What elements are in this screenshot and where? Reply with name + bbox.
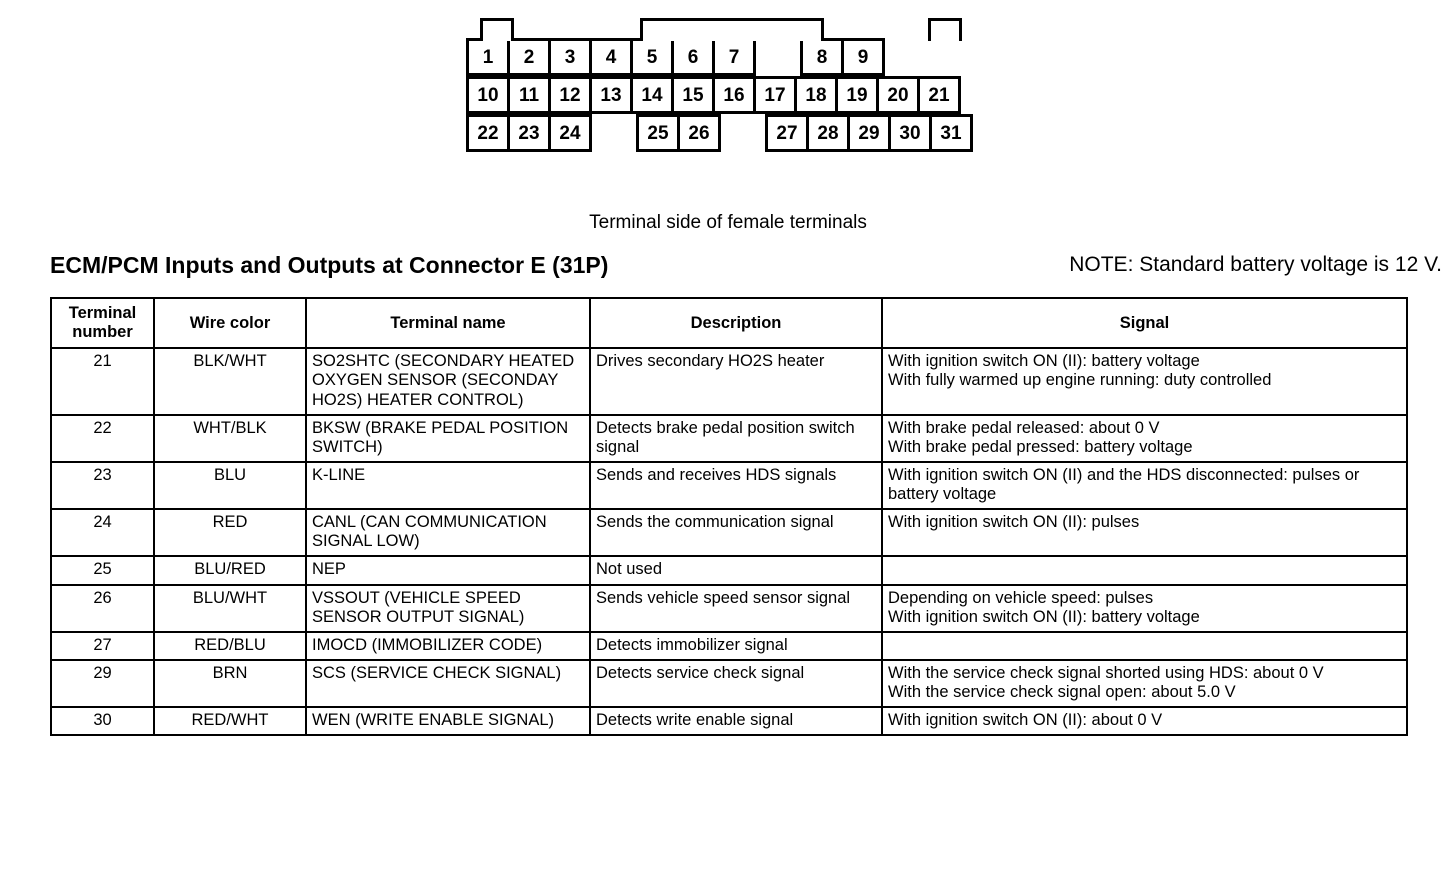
table-header-row bbox=[51, 298, 1407, 348]
cell-terminal-name: VSSOUT (VEHICLE SPEED SENSOR OUTPUT SIGNAL) bbox=[306, 585, 590, 632]
connector-tab-right bbox=[928, 18, 962, 41]
column-header-description: Description bbox=[590, 298, 882, 348]
connector-gap bbox=[592, 114, 636, 152]
cell-signal: With ignition switch ON (II): about 0 V bbox=[882, 707, 1407, 735]
connector-pin-1: 1 bbox=[466, 38, 510, 76]
cell-signal: With the service check signal shorted using HDS: about 0 V With the service check signal open: about 5.0 V bbox=[882, 660, 1407, 707]
cell-terminal-number: 29 bbox=[51, 660, 154, 707]
connector-pin-8: 8 bbox=[800, 38, 844, 76]
connector-pin-22: 22 bbox=[466, 114, 510, 152]
cell-terminal-number: 27 bbox=[51, 632, 154, 660]
cell-terminal-number: 30 bbox=[51, 707, 154, 735]
connector-tab-center bbox=[640, 18, 824, 41]
connector-pin-25: 25 bbox=[636, 114, 680, 152]
table-body bbox=[51, 348, 1407, 735]
cell-description: Drives secondary HO2S heater bbox=[590, 348, 882, 414]
cell-terminal-number: 24 bbox=[51, 509, 154, 556]
cell-terminal-number: 23 bbox=[51, 462, 154, 509]
cell-terminal-name: IMOCD (IMMOBILIZER CODE) bbox=[306, 632, 590, 660]
connector-pin-3: 3 bbox=[548, 38, 592, 76]
connector-tab-left bbox=[480, 18, 514, 41]
cell-description: Detects immobilizer signal bbox=[590, 632, 882, 660]
connector-pin-23: 23 bbox=[507, 114, 551, 152]
connector-top-tabs bbox=[466, 18, 990, 38]
connector-pin-5: 5 bbox=[630, 38, 674, 76]
connector-pin-18: 18 bbox=[794, 76, 838, 114]
cell-terminal-number: 21 bbox=[51, 348, 154, 414]
cell-signal: With brake pedal released: about 0 V With brake pedal pressed: battery voltage bbox=[882, 415, 1407, 462]
cell-description: Sends the communication signal bbox=[590, 509, 882, 556]
connector-row-2 bbox=[466, 76, 990, 114]
connector-row-3 bbox=[466, 114, 990, 152]
cell-signal bbox=[882, 556, 1407, 584]
connector-pin-27: 27 bbox=[765, 114, 809, 152]
connector-pin-21: 21 bbox=[917, 76, 961, 114]
cell-description: Detects service check signal bbox=[590, 660, 882, 707]
cell-description: Not used bbox=[590, 556, 882, 584]
connector-pin-20: 20 bbox=[876, 76, 920, 114]
cell-terminal-name: NEP bbox=[306, 556, 590, 584]
cell-terminal-name: K-LINE bbox=[306, 462, 590, 509]
connector-pin-7: 7 bbox=[712, 38, 756, 76]
connector-pin-12: 12 bbox=[548, 76, 592, 114]
connector-gap bbox=[721, 114, 765, 152]
cell-wire-color: BLU/RED bbox=[154, 556, 306, 584]
connector-pin-26: 26 bbox=[677, 114, 721, 152]
table-row bbox=[51, 462, 1407, 509]
connector-pin-24: 24 bbox=[548, 114, 592, 152]
column-header-terminal-number-line1: Terminal bbox=[68, 304, 137, 322]
cell-terminal-number: 25 bbox=[51, 556, 154, 584]
cell-signal bbox=[882, 632, 1407, 660]
cell-terminal-name: WEN (WRITE ENABLE SIGNAL) bbox=[306, 707, 590, 735]
connector-pin-10: 10 bbox=[466, 76, 510, 114]
connector-pin-11: 11 bbox=[507, 76, 551, 114]
table-row bbox=[51, 556, 1407, 584]
connector-pin-31: 31 bbox=[929, 114, 973, 152]
cell-terminal-name: SO2SHTC (SECONDARY HEATED OXYGEN SENSOR (SECONDAY HO2S) HEATER CONTROL) bbox=[306, 348, 590, 414]
connector-pin-30: 30 bbox=[888, 114, 932, 152]
table-row bbox=[51, 348, 1407, 414]
table-row bbox=[51, 585, 1407, 632]
table-row bbox=[51, 660, 1407, 707]
cell-wire-color: RED/WHT bbox=[154, 707, 306, 735]
cell-wire-color: BLU bbox=[154, 462, 306, 509]
connector-pin-14: 14 bbox=[630, 76, 674, 114]
cell-signal: With ignition switch ON (II): battery voltage With fully warmed up engine running: duty controlled bbox=[882, 348, 1407, 414]
table-row bbox=[51, 509, 1407, 556]
battery-voltage-note: NOTE: Standard battery voltage is 12 V. bbox=[1069, 253, 1442, 276]
cell-description: Sends and receives HDS signals bbox=[590, 462, 882, 509]
cell-wire-color: RED/BLU bbox=[154, 632, 306, 660]
connector-pin-2: 2 bbox=[507, 38, 551, 76]
cell-signal: Depending on vehicle speed: pulses With ignition switch ON (II): battery voltage bbox=[882, 585, 1407, 632]
table-row bbox=[51, 415, 1407, 462]
connector-pin-29: 29 bbox=[847, 114, 891, 152]
cell-wire-color: RED bbox=[154, 509, 306, 556]
cell-terminal-name: CANL (CAN COMMUNICATION SIGNAL LOW) bbox=[306, 509, 590, 556]
connector-pin-19: 19 bbox=[835, 76, 879, 114]
table-row bbox=[51, 632, 1407, 660]
connector-row-1 bbox=[466, 38, 990, 76]
connector-pin-17: 17 bbox=[753, 76, 797, 114]
column-header-terminal-name: Terminal name bbox=[306, 298, 590, 348]
connector-pin-28: 28 bbox=[806, 114, 850, 152]
connector-pin-9: 9 bbox=[841, 38, 885, 76]
cell-description: Sends vehicle speed sensor signal bbox=[590, 585, 882, 632]
connector-pin-4: 4 bbox=[589, 38, 633, 76]
connector-pin-16: 16 bbox=[712, 76, 756, 114]
cell-terminal-number: 22 bbox=[51, 415, 154, 462]
cell-wire-color: BLU/WHT bbox=[154, 585, 306, 632]
table-row bbox=[51, 707, 1407, 735]
cell-terminal-number: 26 bbox=[51, 585, 154, 632]
column-header-terminal-number bbox=[51, 298, 154, 348]
cell-signal: With ignition switch ON (II): pulses bbox=[882, 509, 1407, 556]
cell-description: Detects write enable signal bbox=[590, 707, 882, 735]
cell-wire-color: BRN bbox=[154, 660, 306, 707]
connector-diagram bbox=[466, 18, 990, 178]
column-header-wire-color: Wire color bbox=[154, 298, 306, 348]
connector-gap bbox=[756, 38, 800, 76]
connector-pin-13: 13 bbox=[589, 76, 633, 114]
connector-pin-15: 15 bbox=[671, 76, 715, 114]
cell-wire-color: BLK/WHT bbox=[154, 348, 306, 414]
page-title: ECM/PCM Inputs and Outputs at Connector E (31P) bbox=[50, 252, 609, 278]
connector-pin-6: 6 bbox=[671, 38, 715, 76]
ecm-pcm-pinout-table bbox=[50, 297, 1408, 736]
cell-terminal-name: BKSW (BRAKE PEDAL POSITION SWITCH) bbox=[306, 415, 590, 462]
cell-wire-color: WHT/BLK bbox=[154, 415, 306, 462]
cell-description: Detects brake pedal position switch signal bbox=[590, 415, 882, 462]
column-header-signal: Signal bbox=[882, 298, 1407, 348]
column-header-terminal-number-line2: number bbox=[72, 323, 133, 342]
cell-signal: With ignition switch ON (II) and the HDS disconnected: pulses or battery voltage bbox=[882, 462, 1407, 509]
cell-terminal-name: SCS (SERVICE CHECK SIGNAL) bbox=[306, 660, 590, 707]
connector-caption: Terminal side of female terminals bbox=[589, 212, 867, 233]
